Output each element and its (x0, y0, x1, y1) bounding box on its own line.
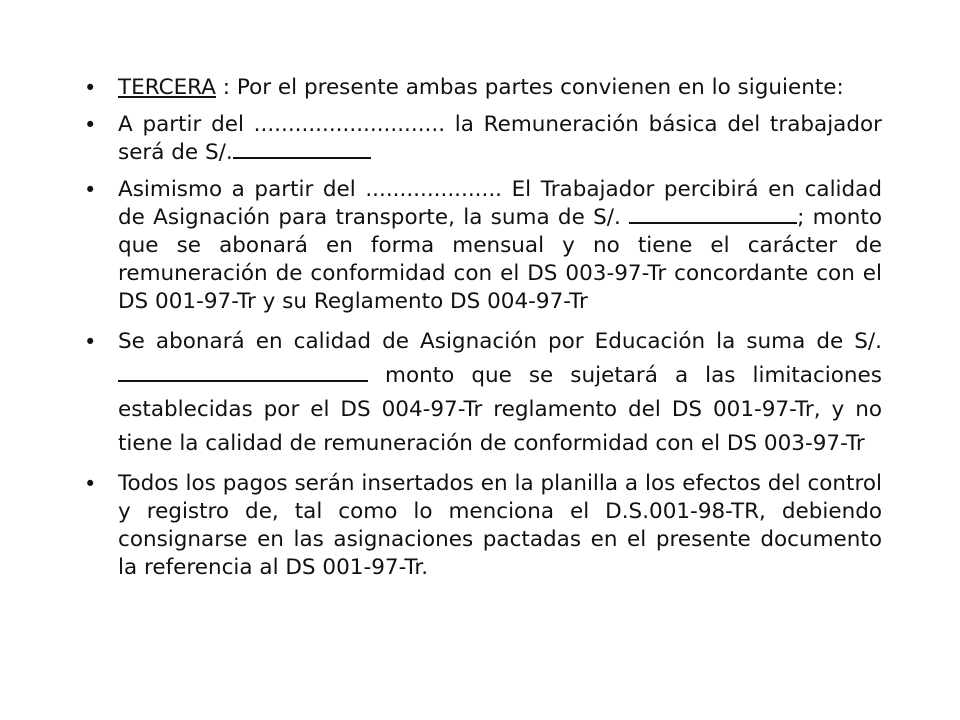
bullet-icon: • (84, 330, 97, 354)
bullet-icon: • (84, 76, 97, 100)
fill-in-blank (233, 139, 371, 159)
clause-asignacion-educacion (84, 325, 882, 461)
clause-text: A partir del ............................ la Remuneración básica del trabajador será de S/. (118, 112, 882, 165)
bullet-icon: • (84, 178, 97, 202)
bullet-icon: • (84, 113, 97, 137)
clause-pagos (84, 470, 882, 582)
fill-in-blank (118, 362, 368, 382)
clause-title: TERCERA (118, 75, 216, 100)
clause-text: Se abonará en calidad de Asignación por Educación la suma de S/. (118, 329, 882, 354)
clause-text: : Por el presente ambas partes convienen en lo siguiente: (215, 75, 844, 100)
clause-text-continued: ; monto que se abonará en forma mensual y no tiene el carácter de remuneración de conformidad con el DS 003-97-Tr concordante con el DS 001-97-Tr y su Reglamento DS 004-97-Tr (118, 205, 882, 314)
fill-in-blank (629, 204, 797, 224)
bullet-icon: • (84, 472, 97, 496)
clause-remuneracion (84, 111, 882, 167)
clause-asignacion-transporte (84, 176, 882, 316)
clause-text: Asimismo a partir del .................... El Trabajador percibirá en calidad de Asignación para transporte, la suma de S/. (118, 177, 882, 230)
clause-text-continued: monto que se sujetará a las limitaciones establecidas por el DS 004-97-Tr reglamento del DS 001-97-Tr, y no tiene la calidad de remuneración de conformidad con el DS 003-97-Tr (118, 363, 882, 456)
clause-text: Todos los pagos serán insertados en la planilla a los efectos del control y registro de, tal como lo menciona el D.S.001-98-TR, debiendo consignarse en las asignaciones pactadas en el presente documento la referencia al DS 001-97-Tr. (118, 471, 882, 580)
clause-tercera (84, 74, 882, 102)
clause-list (84, 74, 882, 591)
